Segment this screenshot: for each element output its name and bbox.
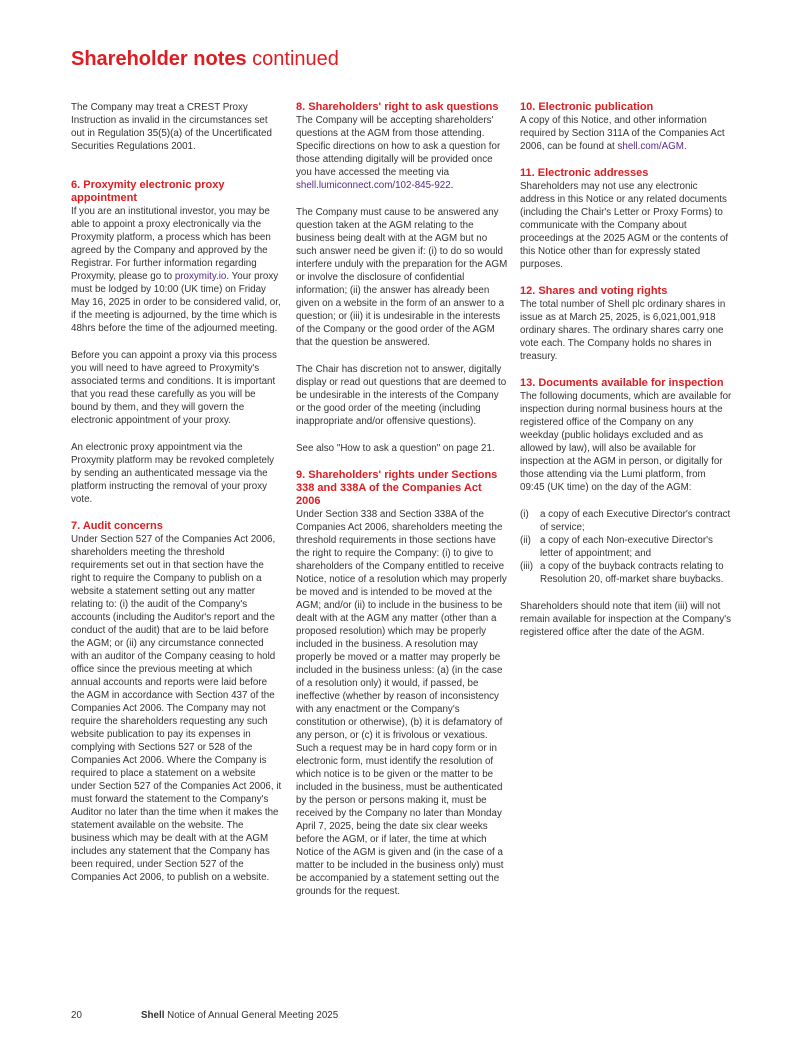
footer-document-title: Notice of Annual General Meeting 2025: [167, 1010, 339, 1021]
section-12-paragraph-1: The total number of Shell plc ordinary shares in issue as at March 25, 2025, is 6,021,001,918 ordinary shares. The ordinary shares carry one vote each. The Company holds no shares in treasury.: [520, 299, 726, 362]
section-11-paragraph-1: Shareholders may not use any electronic address in this Notice or any related documents (including the Chair's Letter or Proxy Forms) to communicate with the Company about proceedings at the 2025 AGM or the contents of this Notice other than for expressly stated purposes.: [520, 181, 729, 270]
page-title-continued: continued: [252, 48, 339, 70]
lumiconnect-link[interactable]: shell.lumiconnect.com/102-845-922: [296, 180, 451, 191]
page-title-bold: Shareholder notes: [71, 48, 247, 70]
section-9-heading: 9. Shareholders' rights under Sections 338 and 338A of the Companies Act 2006: [296, 469, 498, 507]
page-footer: [71, 1010, 338, 1022]
section-7-heading: 7. Audit concerns: [71, 520, 163, 532]
footer-brand: Shell: [141, 1010, 165, 1021]
section-13-paragraph-1: The following documents, which are available for inspection during normal business hours at the registered office of the Company on any weekday (public holidays excluded and as allowed by law), will also be available for inspection at the AGM in person, or digitally for those attending via the Lumi platform, from 09:45 (UK time) on the day of the AGM:: [520, 391, 732, 493]
section-6-paragraph-2: Before you can appoint a proxy via this process you will need to have agreed to Proxymity's associated terms and conditions. It is important that you read these carefully as you will be bound by them, and they will govern the electronic appointment of your proxy.: [71, 350, 277, 426]
section-8-paragraph-2: The Company must cause to be answered any question taken at the AGM relating to the business being dealt with at the AGM but no such answer need be given if: (i) to do so would interfere unduly with the preparation for the AGM or involve the disclosure of confidential information; (ii) the answer has already been given on a website in the form of an answer to a question; or (iii) it is undesirable in the interests of the Company or the good order of the AGM that the question be answered.: [296, 207, 508, 348]
section-13-paragraph-2: Shareholders should note that item (iii) will not remain available for inspection at the Company's registered office after the date of the AGM.: [520, 601, 731, 638]
section-10-text-a: A copy of this Notice, and other information required by Section 311A of the Companies Act 2006, can be found at: [520, 115, 725, 152]
section-13-heading: 13. Documents available for inspection: [520, 377, 724, 389]
section-8-paragraph-1: [296, 114, 508, 192]
crest-intro-paragraph: The Company may treat a CREST Proxy Instruction as invalid in the circumstances set out in Regulation 35(5)(a) of the Uncertificated Securities Regulations 2001.: [71, 102, 272, 152]
section-10-text-b: .: [683, 141, 687, 152]
column-left: [71, 101, 283, 898]
page-title: [71, 46, 339, 72]
section-6-paragraph-3: An electronic proxy appointment via the Proxymity platform may be revoked completely by sending an authenticated message via the platform instructing the removal of your proxy vote.: [71, 442, 275, 505]
inspection-documents-list: [520, 508, 732, 586]
section-7-paragraph-1: Under Section 527 of the Companies Act 2006, shareholders meeting the threshold requirements set out in that section have the right to require the Company to publish on a website a statement setting out any matter relating to: (i) the audit of the Company's accounts (including the Auditor's report and the conduct of the audit) that are to be laid before the AGM; or (ii) any circumstance connected with an auditor of the Company ceasing to hold office since the previous meeting at which annual accounts and reports were laid before the AGM in accordance with Section 437 of the Companies Act 2006. The Company may not require the shareholders requesting any such website publication to pay its expenses in complying with Sections 527 or 528 of the Companies Act 2006. Where the Company is required to place a statement on a website under Section 527 of the Companies Act 2006, it must forward the statement to the Company's Auditor no later than the time when it makes the statement available on the website. The business which may be dealt with at the AGM includes any statement that the Company has been required, under Section 527 of the Companies Act 2006, to publish on a website.: [71, 534, 282, 883]
list-item-number: (iii): [520, 561, 534, 572]
section-9-paragraph-1: Under Section 338 and Section 338A of the Companies Act 2006, shareholders meeting the threshold requirements in those sections have the right to require the Company: (i) to give to shareholders of the Company entitled to receive Notice, notice of a resolution which may properly be moved and is intended to be moved at the AGM; and/or (ii) to include in the business to be dealt with at the AGM any matter (other than a proposed resolution) which may be properly included in the business. A resolution may properly be moved or a matter may properly be included in the business unless: (a) (in the case of a resolution only) it would, if passed, be ineffective (whether by reason of inconsistency with any enactment or the Company's constitution or otherwise), (b) it is defamatory of any person, or (c) it is frivolous or vexatious. Such a request may be in hard copy form or in electronic form, must identify the resolution of which notice is to be given or the matter to be included in the business, must be authenticated by the person or persons making it, must be received by the Company no later than Monday April 7, 2025, being the date six clear weeks before the AGM, or if later, the time at which Notice of the AGM is given and (in the case of a matter to be included in the business only) must be accompanied by a statement setting out the grounds for the request.: [296, 509, 507, 897]
column-right: [520, 101, 732, 653]
list-item-text: a copy of each Non-executive Director's letter of appointment; and: [540, 535, 713, 559]
section-8-text-b: .: [450, 180, 454, 191]
section-6-paragraph-1: [71, 205, 283, 335]
shell-agm-link[interactable]: shell.com/AGM: [617, 141, 684, 152]
section-12-heading: 12. Shares and voting rights: [520, 285, 668, 297]
list-item-number: (ii): [520, 535, 531, 546]
section-8-paragraph-3: The Chair has discretion not to answer, digitally display or read out questions that are deemed to be undesirable in the interests of the Company or the good order of the meeting (including inappropriate and/or offensive questions).: [296, 364, 507, 427]
list-item-number: (i): [520, 509, 529, 520]
section-8-heading: 8. Shareholders' right to ask questions: [296, 101, 499, 113]
section-8-text-a: The Company will be accepting shareholders' questions at the AGM from those attending. Specific directions on how to ask a question for those attending digitally will be provided once you have accessed the meeting via: [296, 115, 501, 178]
list-item: [520, 534, 732, 560]
list-item: [520, 560, 732, 586]
section-6-heading: 6. Proxymity electronic proxy appointment: [71, 179, 225, 204]
proxymity-link[interactable]: proxymity.io: [174, 271, 227, 282]
section-11-heading: 11. Electronic addresses: [520, 167, 649, 179]
section-10-paragraph-1: [520, 114, 732, 153]
list-item-text: a copy of each Executive Director's contract of service;: [540, 509, 731, 533]
section-10-heading: 10. Electronic publication: [520, 101, 654, 113]
list-item-text: a copy of the buyback contracts relating to Resolution 20, off-market share buybacks.: [540, 561, 724, 585]
page-number: 20: [71, 1010, 82, 1021]
section-6-text-b: . Your proxy must be lodged by 10:00 (UK time) on Friday May 16, 2025 in order to be considered valid, or, if the meeting is adjourned, by the time which is 48hrs before the time of the adjourned meeting.: [71, 271, 281, 334]
section-8-paragraph-4: See also "How to ask a question" on page 21.: [296, 443, 495, 454]
section-6-text-a: If you are an institutional investor, you may be able to appoint a proxy electronically via the Proxymity platform, a process which has been agreed by the Company and approved by the Registrar. For further information regarding Proxymity, please go to: [71, 206, 271, 282]
list-item: [520, 508, 732, 534]
column-middle: [296, 101, 508, 912]
